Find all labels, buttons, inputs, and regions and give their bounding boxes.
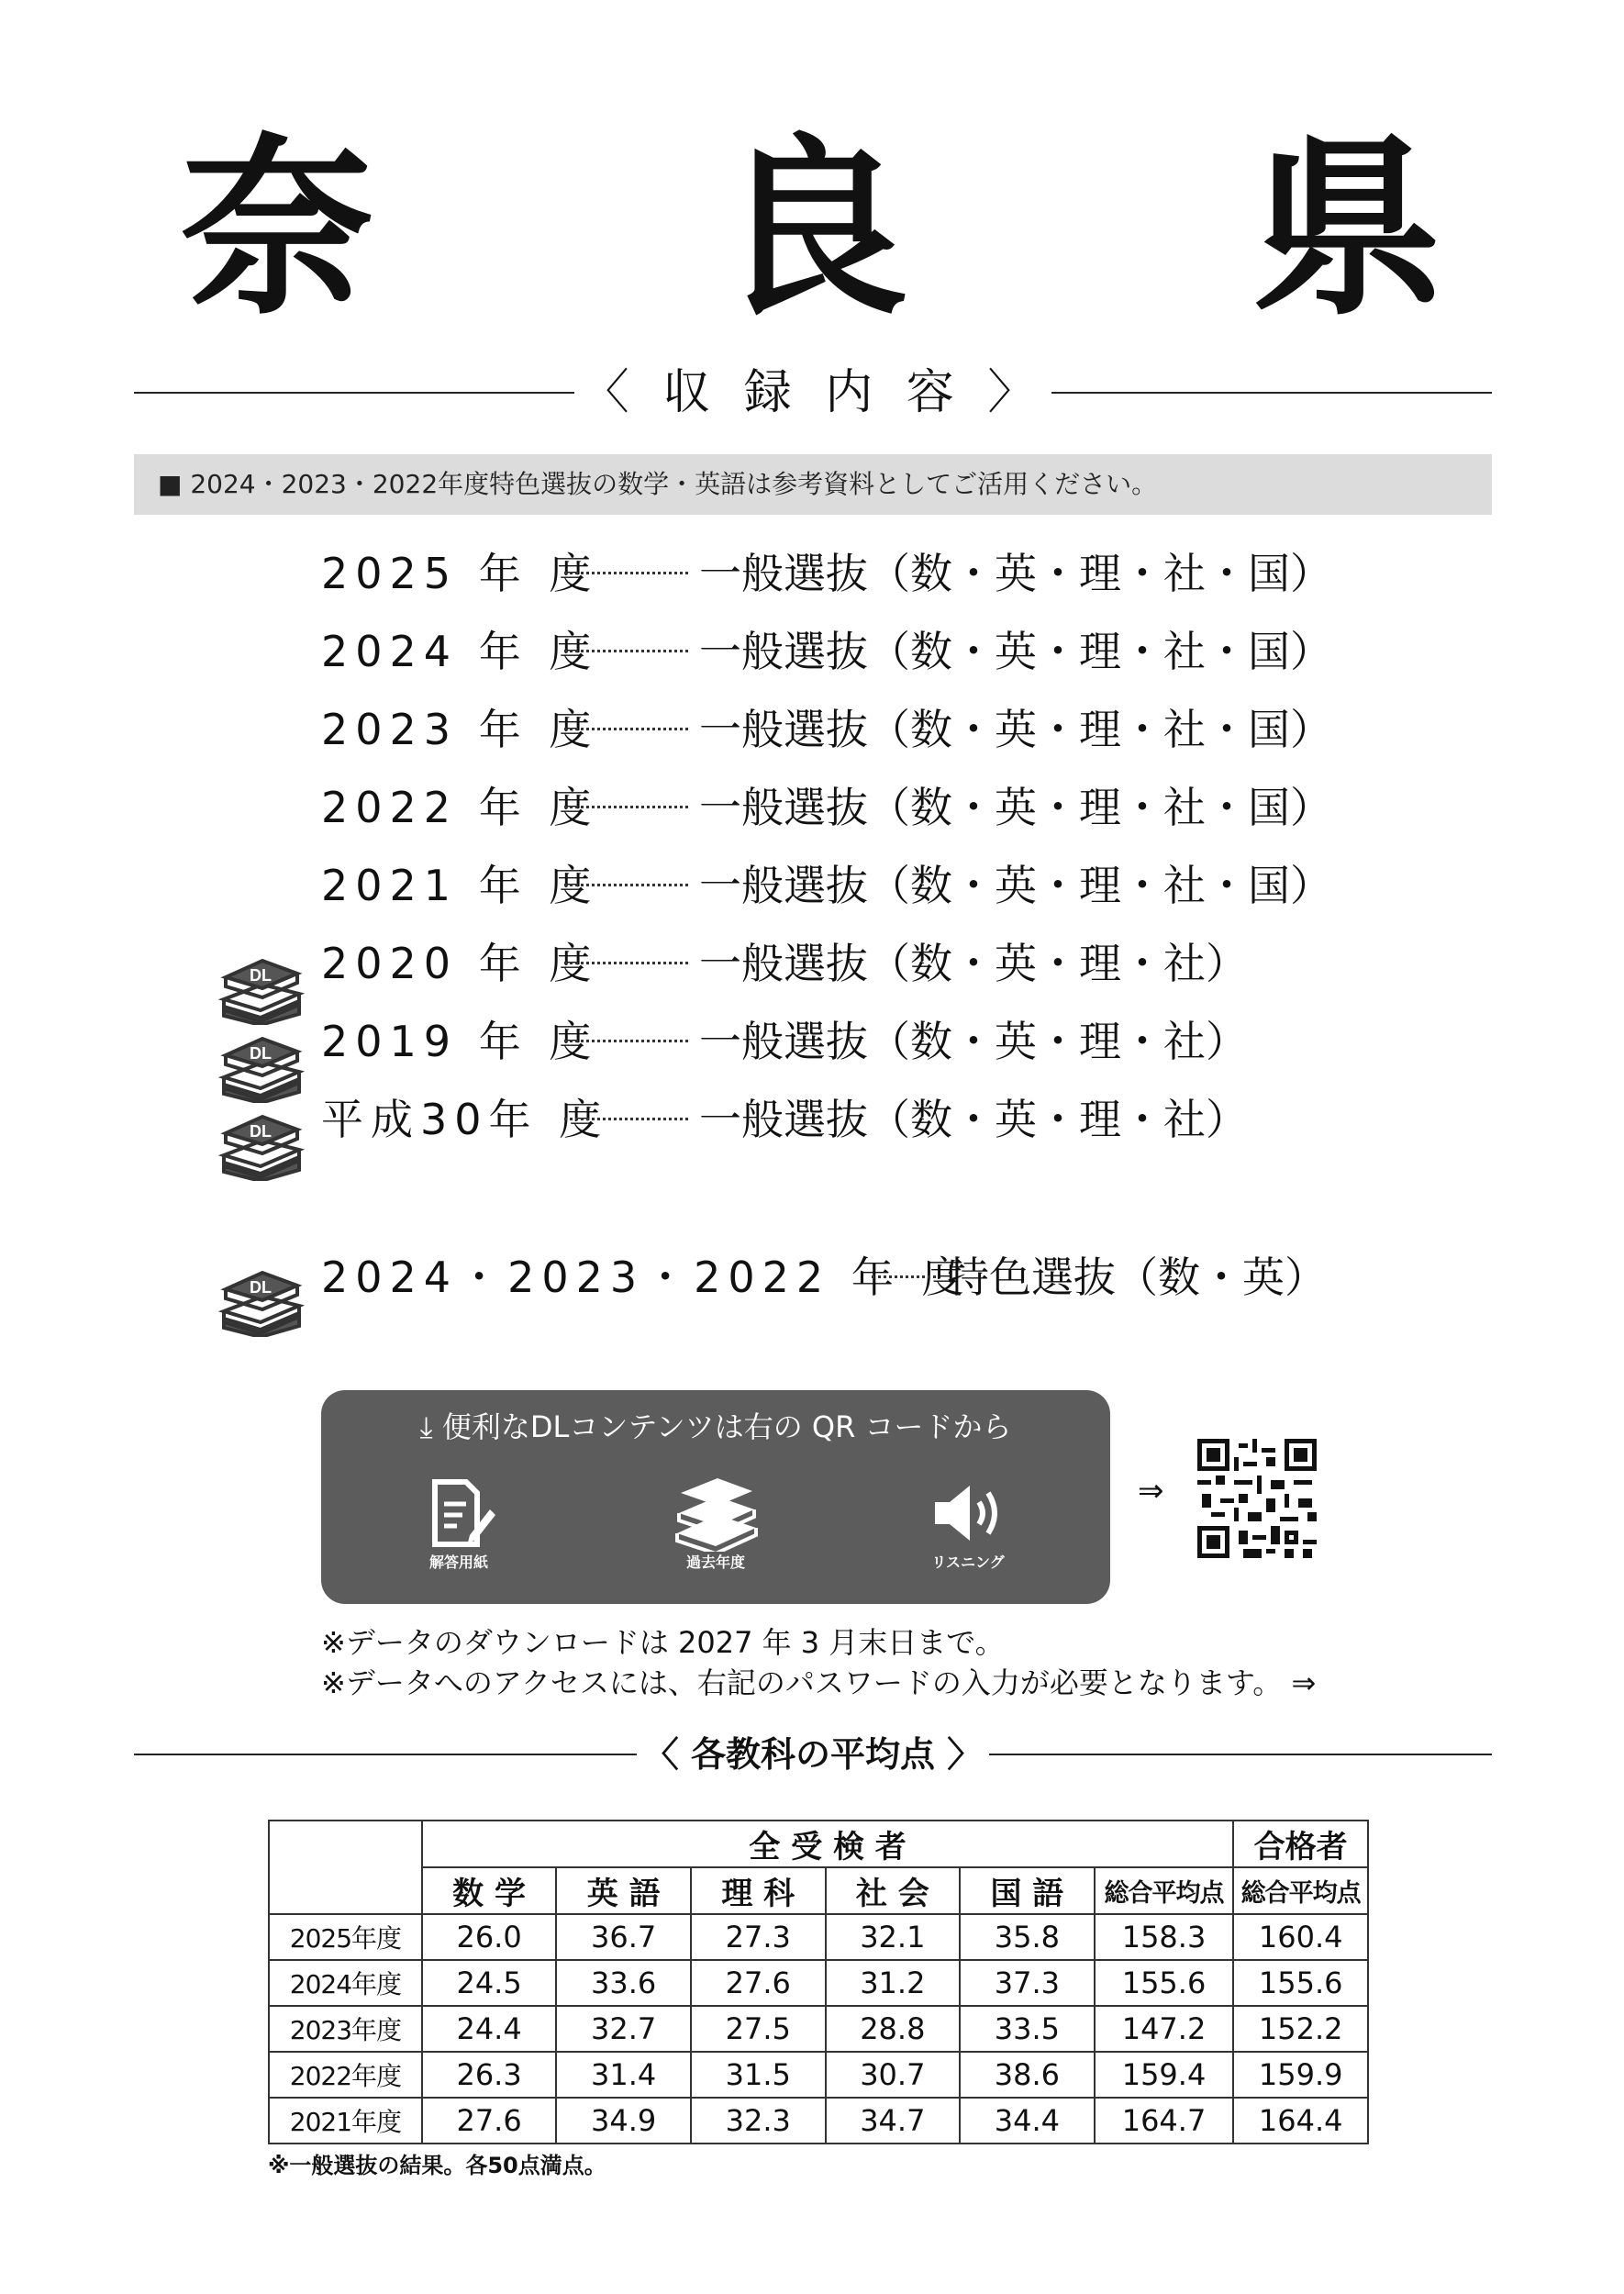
score-cell: 31.5 <box>691 2052 826 2098</box>
exam-subjects: 一般選抜（数・英・理・社・国） <box>699 861 1332 910</box>
score-cell: 36.7 <box>556 1914 691 1960</box>
dl-book-icon <box>217 950 305 1025</box>
average-score-table <box>268 1820 1369 2144</box>
exam-subjects: 一般選抜（数・英・理・社） <box>699 939 1248 988</box>
score-cell: 26.0 <box>422 1914 557 1960</box>
subject-header: 数 学 <box>422 1867 557 1914</box>
exam-year: 2024・2023・2022 年 度 <box>321 1253 972 1302</box>
score-cell: 164.4 <box>1233 2098 1368 2144</box>
score-cell: 152.2 <box>1233 2006 1368 2052</box>
row-year: 2023年度 <box>269 2006 422 2052</box>
exam-row <box>321 619 1332 684</box>
dl-label: DL <box>250 1278 272 1297</box>
subject-header: 社 会 <box>826 1867 961 1914</box>
exam-year: 2021 年 度 <box>321 861 599 910</box>
dl-book-icon <box>217 1262 305 1337</box>
exam-row <box>321 1087 1248 1152</box>
score-cell: 159.4 <box>1095 2052 1234 2098</box>
score-cell: 34.7 <box>826 2098 961 2144</box>
score-cell: 32.1 <box>826 1914 961 1960</box>
exam-year: 2023 年 度 <box>321 705 599 754</box>
exam-row <box>321 853 1332 918</box>
table-row <box>269 2006 1368 2052</box>
average-heading-label: 〈 各教科の平均点 〉 <box>637 1734 989 1775</box>
subject-header: 英 語 <box>556 1867 691 1914</box>
score-cell: 35.8 <box>960 1914 1095 1960</box>
exam-year: 2019 年 度 <box>321 1017 599 1066</box>
table-row <box>269 2052 1368 2098</box>
score-cell: 31.4 <box>556 2052 691 2098</box>
exam-subjects: 特色選抜（数・英） <box>947 1253 1327 1302</box>
score-cell: 24.5 <box>422 1960 557 2006</box>
exam-row <box>321 931 1248 996</box>
exam-subjects: 一般選抜（数・英・理・社） <box>699 1017 1248 1066</box>
score-cell: 32.7 <box>556 2006 691 2052</box>
corner-cell <box>269 1821 422 1914</box>
subject-header: 理 科 <box>691 1867 826 1914</box>
table-row <box>269 1914 1368 1960</box>
total-header: 総合平均点 <box>1095 1867 1234 1914</box>
answer-sheet-item[interactable] <box>399 1475 518 1574</box>
past-years-item[interactable] <box>656 1475 775 1574</box>
score-cell: 33.6 <box>556 1960 691 2006</box>
dl-label: DL <box>250 966 272 985</box>
table-row <box>269 1960 1368 2006</box>
exam-year: 平成30年 度 <box>321 1095 609 1144</box>
exam-year: 2024 年 度 <box>321 627 599 676</box>
books-icon <box>672 1475 760 1552</box>
score-cell: 27.5 <box>691 2006 826 2052</box>
score-cell: 37.3 <box>960 1960 1095 2006</box>
exam-row <box>321 775 1332 840</box>
exam-year: 2020 年 度 <box>321 939 599 988</box>
score-cell: 32.3 <box>691 2098 826 2144</box>
score-cell: 155.6 <box>1095 1960 1234 2006</box>
score-cell: 164.7 <box>1095 2098 1234 2144</box>
qr-code[interactable] <box>1197 1439 1317 1558</box>
panel-item-label: 過去年度 <box>685 1553 745 1571</box>
pass-total-header: 総合平均点 <box>1233 1867 1368 1914</box>
score-cell: 38.6 <box>960 2052 1095 2098</box>
score-cell: 34.9 <box>556 2098 691 2144</box>
exam-row <box>321 697 1332 762</box>
dl-label: DL <box>250 1044 272 1063</box>
score-cell: 28.8 <box>826 2006 961 2052</box>
exam-subjects: 一般選抜（数・英・理・社） <box>699 1095 1248 1144</box>
exam-year: 2025 年 度 <box>321 549 599 598</box>
score-cell: 34.4 <box>960 2098 1095 2144</box>
panel-item-label: 解答用紙 <box>428 1553 488 1571</box>
exam-row <box>321 541 1332 606</box>
score-cell: 147.2 <box>1095 2006 1234 2052</box>
exam-subjects: 一般選抜（数・英・理・社・国） <box>699 549 1332 598</box>
score-cell: 24.4 <box>422 2006 557 2052</box>
contents-heading-label: 〈 収 録 内 容 〉 <box>574 365 1052 420</box>
score-cell: 159.9 <box>1233 2052 1368 2098</box>
score-cell: 30.7 <box>826 2052 961 2098</box>
subject-header: 国 語 <box>960 1867 1095 1914</box>
score-cell: 27.3 <box>691 1914 826 1960</box>
average-heading <box>134 1727 1492 1782</box>
exam-subjects: 一般選抜（数・英・理・社・国） <box>699 783 1332 832</box>
exam-subjects: 一般選抜（数・英・理・社・国） <box>699 627 1332 676</box>
score-cell: 155.6 <box>1233 1960 1368 2006</box>
score-cell: 26.3 <box>422 2052 557 2098</box>
row-year: 2024年度 <box>269 1960 422 2006</box>
special-exam-row <box>321 1245 1327 1309</box>
document-pen-icon <box>420 1475 497 1552</box>
password-note: ※データへのアクセスには、右記のパスワードの入力が必要となります。 ⇒ <box>321 1665 1317 1700</box>
dl-book-icon <box>217 1028 305 1103</box>
exam-row <box>321 1009 1248 1074</box>
page-title: 奈 良 県 <box>180 117 1582 341</box>
passers-header: 合格者 <box>1233 1821 1368 1867</box>
score-cell: 27.6 <box>691 1960 826 2006</box>
exam-year: 2022 年 度 <box>321 783 599 832</box>
download-deadline-note: ※データのダウンロードは 2027 年 3 月末日まで。 <box>321 1625 1005 1660</box>
download-icon: ⤓ <box>419 1409 442 1444</box>
exam-subjects: 一般選抜（数・英・理・社・国） <box>699 705 1332 754</box>
notice-banner: ■ 2024・2023・2022年度特色選抜の数学・英語は参考資料としてご活用ください。 <box>134 454 1492 515</box>
row-year: 2021年度 <box>269 2098 422 2144</box>
score-cell: 27.6 <box>422 2098 557 2144</box>
panel-title-text: 便利なDLコンテンツは右の QR コードから <box>441 1409 1012 1444</box>
table-footnote: ※一般選抜の結果。各50点満点。 <box>268 2153 606 2178</box>
dl-content-panel <box>321 1390 1110 1604</box>
score-cell: 160.4 <box>1233 1914 1368 1960</box>
score-cell: 33.5 <box>960 2006 1095 2052</box>
panel-item-label: リスニング <box>931 1553 1005 1571</box>
all-examinees-header: 全 受 検 者 <box>422 1821 1234 1867</box>
contents-heading <box>134 365 1492 420</box>
dl-label: DL <box>250 1122 272 1141</box>
dl-book-icon <box>217 1106 305 1181</box>
score-cell: 158.3 <box>1095 1914 1234 1960</box>
row-year: 2025年度 <box>269 1914 422 1960</box>
panel-title <box>321 1407 1110 1447</box>
score-cell: 31.2 <box>826 1960 961 2006</box>
qr-arrow: ⇒ <box>1138 1473 1164 1509</box>
table-row <box>269 2098 1368 2144</box>
row-year: 2022年度 <box>269 2052 422 2098</box>
listening-item[interactable] <box>908 1475 1028 1574</box>
speaker-icon <box>924 1475 1012 1552</box>
